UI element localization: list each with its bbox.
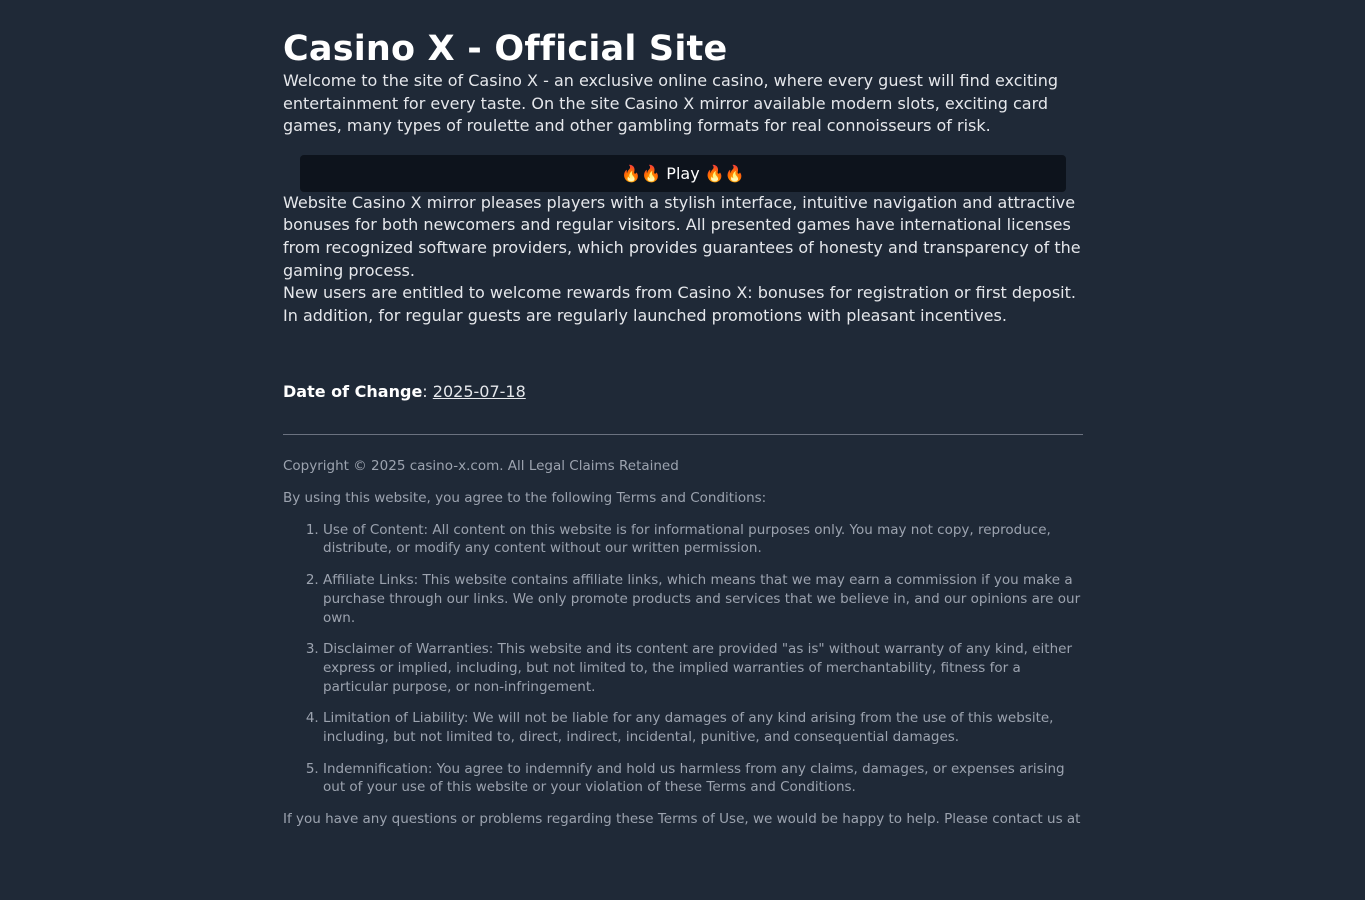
- date-of-change-label: Date of Change: [283, 382, 423, 402]
- play-button-wrapper: [283, 155, 1083, 192]
- intro-paragraph: Welcome to the site of Casino X - an exclusive online casino, where every guest will find exciting entertainment for every taste. On the site Casino X mirror available modern slots, exciting card games, many types of roulette and other gambling formats for real connoisseurs of risk.: [283, 71, 1058, 136]
- terms-item-liability: 4. Limitation of Liability: We will not be liable for any damages of any kind arising from the use of this website, including, but not limited to, direct, indirect, incidental, punitive, and consequential damages.: [323, 709, 1083, 746]
- bonuses-paragraph: New users are entitled to welcome rewards from Casino X: bonuses for registration or first deposit. In addition, for regular guests are regularly launched promotions with pleasant incentives.: [283, 283, 1076, 325]
- terms-item-indemnification: 5. Indemnification: You agree to indemnify and hold us harmless from any claims, damages, or expenses arising out of your use of this website or your violation of these Terms and Conditions.: [323, 760, 1083, 797]
- terms-list: [283, 521, 1083, 797]
- date-of-change-link[interactable]: 2025-07-18: [432, 382, 526, 402]
- features-paragraph: Website Casino X mirror pleases players with a stylish interface, intuitive navigation and attractive bonuses for both newcomers and regular visitors. All presented games have international licenses from recognized software providers, which provides guarantees of honesty and transparency of the gaming process.: [283, 192, 1081, 280]
- date-of-change: [283, 381, 1083, 403]
- footer-divider: [283, 434, 1083, 435]
- terms-intro: By using this website, you agree to the following Terms and Conditions:: [283, 490, 767, 507]
- terms-item-use-of-content: 1. Use of Content: All content on this website is for informational purposes only. You may not copy, reproduce, distribute, or modify any content without our written permission.: [323, 521, 1083, 558]
- copyright-text: Copyright © 2025 casino-x.com. All Legal Claims Retained: [283, 458, 679, 475]
- date-separator: :: [422, 382, 428, 402]
- play-button[interactable]: 🔥🔥 Play 🔥🔥: [300, 155, 1066, 192]
- page-title: Casino X - Official Site: [283, 29, 728, 69]
- contact-text: If you have any questions or problems regarding these Terms of Use, we would be happy to help. Please contact us at: [283, 811, 1081, 828]
- main-content: [283, 0, 1083, 829]
- terms-item-affiliate-links: 2. Affiliate Links: This website contains affiliate links, which means that we may earn a commission if you make a purchase through our links. We only promote products and services that we believe in, and our opinions are our own.: [323, 571, 1083, 627]
- terms-item-disclaimer: 3. Disclaimer of Warranties: This website and its content are provided "as is" without warranty of any kind, either express or implied, including, but not limited to, the implied warranties of merchantability, fitness for a particular purpose, or non-infringement.: [323, 640, 1083, 696]
- footer: [283, 457, 1083, 829]
